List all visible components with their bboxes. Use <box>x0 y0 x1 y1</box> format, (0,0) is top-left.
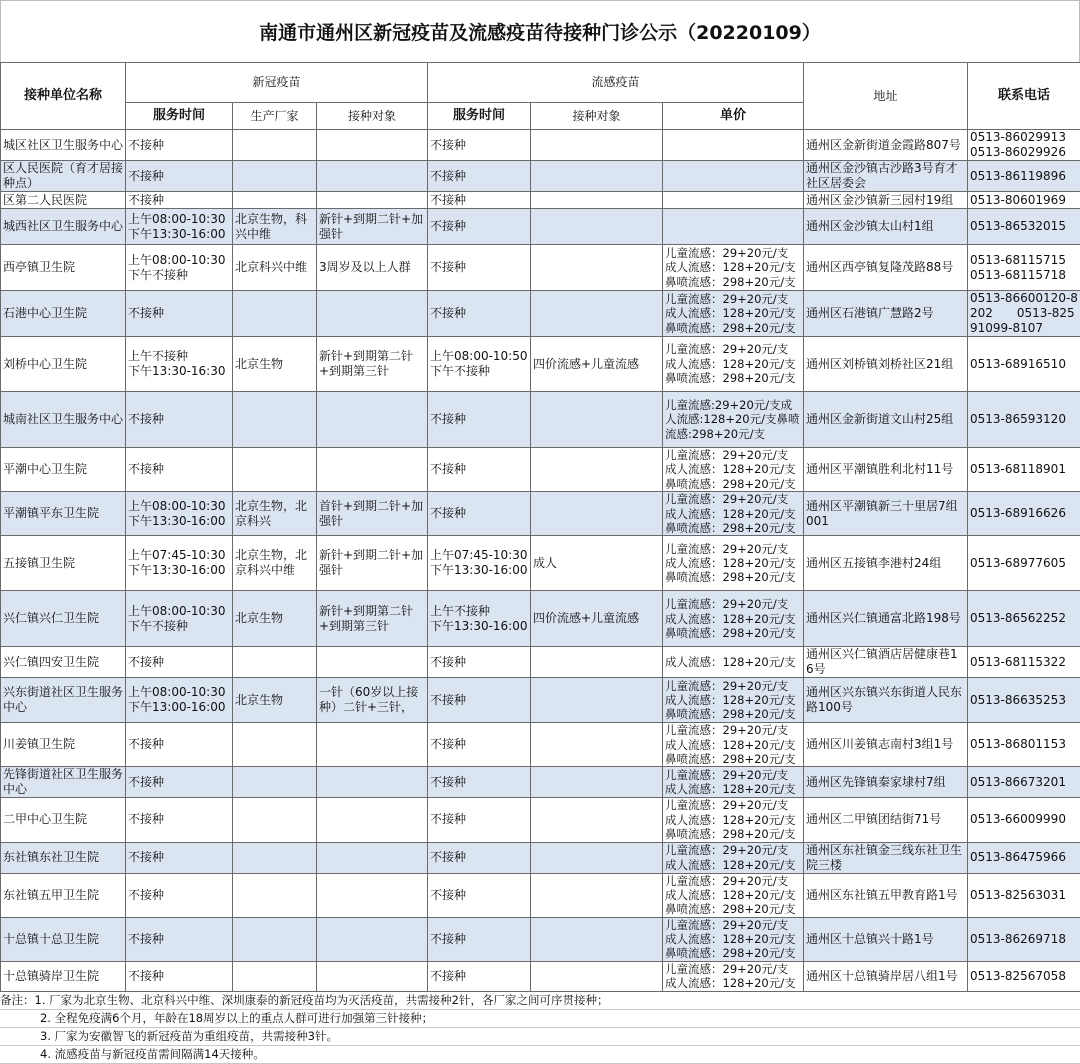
covid-service-time: 上午08:00-10:30 下午13:30-16:00 <box>126 209 233 245</box>
header-flu-time: 服务时间 <box>428 103 531 130</box>
flu-target <box>531 647 663 678</box>
covid-target <box>317 723 428 767</box>
table-row <box>1 873 1080 917</box>
unit-name: 兴东街道社区卫生服务中心 <box>1 678 126 723</box>
phone: 0513-68115322 <box>968 647 1080 678</box>
flu-target <box>531 723 663 767</box>
flu-service-time: 不接种 <box>428 842 531 873</box>
flu-price: 儿童流感：29+20元/支 成人流感：128+20元/支 <box>663 767 804 798</box>
covid-target: 新针+到期第二针+到期第三针 <box>317 591 428 647</box>
covid-service-time: 不接种 <box>126 161 233 192</box>
covid-target: 一针（60岁以上接种）二针+三针， <box>317 678 428 723</box>
flu-service-time: 不接种 <box>428 873 531 917</box>
address: 通州区东社镇五甲教育路1号 <box>804 873 968 917</box>
table-row <box>1 647 1080 678</box>
flu-target <box>531 917 663 961</box>
table-row <box>1 192 1080 209</box>
address: 通州区金沙镇太山村1组 <box>804 209 968 245</box>
covid-manufacturer: 北京生物 <box>233 591 317 647</box>
phone: 0513-68916510 <box>968 337 1080 392</box>
phone: 0513-86119896 <box>968 161 1080 192</box>
flu-service-time: 上午不接种 下午13:30-16:00 <box>428 591 531 647</box>
phone: 0513-86269718 <box>968 917 1080 961</box>
covid-service-time: 不接种 <box>126 291 233 337</box>
covid-target <box>317 798 428 842</box>
covid-target: 3周岁及以上人群 <box>317 245 428 291</box>
table-row <box>1 448 1080 492</box>
header-address: 地址 <box>804 63 968 130</box>
flu-target <box>531 492 663 536</box>
address: 通州区先锋镇秦家埭村7组 <box>804 767 968 798</box>
note-line: 3. 厂家为安徽智飞的新冠疫苗为重组疫苗，共需接种3针。 <box>0 1028 1080 1046</box>
covid-target <box>317 917 428 961</box>
flu-target <box>531 678 663 723</box>
unit-name: 区第二人民医院 <box>1 192 126 209</box>
covid-service-time: 不接种 <box>126 192 233 209</box>
covid-service-time: 上午不接种 下午13:30-16:30 <box>126 337 233 392</box>
flu-target: 四价流感+儿童流感 <box>531 337 663 392</box>
covid-manufacturer <box>233 961 317 991</box>
header-unit: 接种单位名称 <box>1 63 126 130</box>
flu-price: 儿童流感:29+20元/支成人流感:128+20元/支鼻喷流感:298+20元/支 <box>663 392 804 448</box>
unit-name: 平潮中心卫生院 <box>1 448 126 492</box>
covid-manufacturer: 北京生物，科兴中维 <box>233 209 317 245</box>
flu-price: 儿童流感：29+20元/支 成人流感：128+20元/支 鼻喷流感：298+20元/支 <box>663 492 804 536</box>
covid-manufacturer <box>233 842 317 873</box>
table-row <box>1 798 1080 842</box>
unit-name: 十总镇十总卫生院 <box>1 917 126 961</box>
covid-target <box>317 161 428 192</box>
address: 通州区平潮镇新三十里居7组001 <box>804 492 968 536</box>
covid-target: 首针+到期二针+加强针 <box>317 492 428 536</box>
table-row <box>1 536 1080 591</box>
table-row <box>1 337 1080 392</box>
note-line: 2. 全程免疫满6个月，年龄在18周岁以上的重点人群可进行加强第三针接种； <box>0 1010 1080 1028</box>
covid-manufacturer: 北京科兴中维 <box>233 245 317 291</box>
flu-service-time: 不接种 <box>428 961 531 991</box>
covid-manufacturer: 北京生物 <box>233 337 317 392</box>
phone: 0513-86562252 <box>968 591 1080 647</box>
flu-service-time: 不接种 <box>428 678 531 723</box>
flu-service-time: 上午07:45-10:30 下午13:30-16:00 <box>428 536 531 591</box>
covid-target: 新针+到期二针+加强针 <box>317 209 428 245</box>
phone: 0513-86673201 <box>968 767 1080 798</box>
flu-service-time: 不接种 <box>428 767 531 798</box>
address: 通州区金新街道文山村25组 <box>804 392 968 448</box>
address: 通州区东社镇金三线东社卫生院三楼 <box>804 842 968 873</box>
phone: 0513-68977605 <box>968 536 1080 591</box>
covid-service-time: 不接种 <box>126 917 233 961</box>
unit-name: 十总镇骑岸卫生院 <box>1 961 126 991</box>
table-row <box>1 392 1080 448</box>
flu-target: 四价流感+儿童流感 <box>531 591 663 647</box>
covid-service-time: 上午08:00-10:30 下午13:00-16:00 <box>126 678 233 723</box>
flu-service-time: 不接种 <box>428 798 531 842</box>
unit-name: 刘桥中心卫生院 <box>1 337 126 392</box>
flu-service-time: 不接种 <box>428 130 531 161</box>
address: 通州区兴仁镇酒店居健康巷16号 <box>804 647 968 678</box>
address: 通州区西亭镇复隆茂路88号 <box>804 245 968 291</box>
covid-manufacturer <box>233 767 317 798</box>
address: 通州区川姜镇志南村3组1号 <box>804 723 968 767</box>
flu-target <box>531 192 663 209</box>
header-flu-price: 单价 <box>663 103 804 130</box>
address: 通州区金沙镇新三园村19组 <box>804 192 968 209</box>
phone: 0513-86635253 <box>968 678 1080 723</box>
unit-name: 东社镇东社卫生院 <box>1 842 126 873</box>
covid-manufacturer <box>233 130 317 161</box>
header-flu-target: 接种对象 <box>531 103 663 130</box>
covid-service-time: 不接种 <box>126 723 233 767</box>
unit-name: 平潮镇平东卫生院 <box>1 492 126 536</box>
covid-manufacturer: 北京生物，北京科兴中维 <box>233 536 317 591</box>
flu-price <box>663 161 804 192</box>
flu-target <box>531 961 663 991</box>
phone: 0513-86532015 <box>968 209 1080 245</box>
address: 通州区刘桥镇刘桥社区21组 <box>804 337 968 392</box>
flu-price <box>663 209 804 245</box>
flu-price <box>663 130 804 161</box>
covid-service-time: 上午08:00-10:30 下午13:30-16:00 <box>126 492 233 536</box>
covid-manufacturer <box>233 723 317 767</box>
header-phone: 联系电话 <box>968 63 1080 130</box>
address: 通州区兴东镇兴东街道人民东路100号 <box>804 678 968 723</box>
table-row <box>1 492 1080 536</box>
phone: 0513-86029913 0513-86029926 <box>968 130 1080 161</box>
covid-service-time: 不接种 <box>126 130 233 161</box>
covid-manufacturer <box>233 291 317 337</box>
phone: 0513-86600120-8202 0513-82591099-8107 <box>968 291 1080 337</box>
unit-name: 城南社区卫生服务中心 <box>1 392 126 448</box>
covid-service-time: 上午08:00-10:30 下午不接种 <box>126 591 233 647</box>
flu-target <box>531 767 663 798</box>
note-line: 4. 流感疫苗与新冠疫苗需间隔满14天接种。 <box>0 1046 1080 1064</box>
flu-price: 儿童流感：29+20元/支 成人流感：128+20元/支 鼻喷流感：298+20元/支 <box>663 448 804 492</box>
phone: 0513-66009990 <box>968 798 1080 842</box>
covid-manufacturer <box>233 917 317 961</box>
header-covid-target: 接种对象 <box>317 103 428 130</box>
phone: 0513-86475966 <box>968 842 1080 873</box>
covid-target <box>317 130 428 161</box>
covid-target: 新针+到期第二针+到期第三针 <box>317 337 428 392</box>
address: 通州区兴仁镇通富北路198号 <box>804 591 968 647</box>
covid-target: 新针+到期二针+加强针 <box>317 536 428 591</box>
covid-target <box>317 392 428 448</box>
unit-name: 区人民医院（育才居接种点） <box>1 161 126 192</box>
phone: 0513-80601969 <box>968 192 1080 209</box>
flu-service-time: 上午08:00-10:50 下午不接种 <box>428 337 531 392</box>
flu-service-time: 不接种 <box>428 723 531 767</box>
covid-service-time: 上午08:00-10:30 下午不接种 <box>126 245 233 291</box>
table-row <box>1 961 1080 991</box>
flu-price: 儿童流感：29+20元/支 成人流感：128+20元/支 鼻喷流感：298+20元/支 <box>663 591 804 647</box>
flu-price: 儿童流感：29+20元/支 成人流感：128+20元/支 鼻喷流感：298+20元/支 <box>663 873 804 917</box>
covid-service-time: 不接种 <box>126 842 233 873</box>
flu-service-time: 不接种 <box>428 492 531 536</box>
flu-price: 儿童流感：29+20元/支 成人流感：128+20元/支 鼻喷流感：298+20元/支 <box>663 245 804 291</box>
covid-service-time: 不接种 <box>126 798 233 842</box>
covid-target <box>317 192 428 209</box>
clinic-table <box>0 62 1080 992</box>
phone: 0513-86801153 <box>968 723 1080 767</box>
header-covid-vaccine: 新冠疫苗 <box>126 63 428 103</box>
address: 通州区平潮镇胜利北村11号 <box>804 448 968 492</box>
flu-service-time: 不接种 <box>428 448 531 492</box>
table-row <box>1 245 1080 291</box>
flu-service-time: 不接种 <box>428 192 531 209</box>
covid-service-time: 不接种 <box>126 873 233 917</box>
phone: 0513-86593120 <box>968 392 1080 448</box>
unit-name: 二甲中心卫生院 <box>1 798 126 842</box>
address: 通州区十总镇兴十路1号 <box>804 917 968 961</box>
flu-price: 儿童流感：29+20元/支 成人流感：128+20元/支 <box>663 961 804 991</box>
table-row <box>1 842 1080 873</box>
covid-service-time: 不接种 <box>126 961 233 991</box>
covid-manufacturer <box>233 192 317 209</box>
flu-price: 儿童流感：29+20元/支 成人流感：128+20元/支 鼻喷流感：298+20元/支 <box>663 917 804 961</box>
address: 通州区十总镇骑岸居八组1号 <box>804 961 968 991</box>
phone: 0513-68916626 <box>968 492 1080 536</box>
header-flu-vaccine: 流感疫苗 <box>428 63 804 103</box>
covid-service-time: 不接种 <box>126 767 233 798</box>
unit-name: 五接镇卫生院 <box>1 536 126 591</box>
note-line: 备注：1. 厂家为北京生物、北京科兴中维、深圳康泰的新冠疫苗均为灭活疫苗，共需接种2针，各厂家之间可序贯接种； <box>0 992 1080 1010</box>
flu-service-time: 不接种 <box>428 209 531 245</box>
address: 通州区石港镇广慧路2号 <box>804 291 968 337</box>
phone: 0513-68115715 0513-68115718 <box>968 245 1080 291</box>
table-row <box>1 130 1080 161</box>
covid-manufacturer: 北京生物 <box>233 678 317 723</box>
flu-price: 儿童流感：29+20元/支 成人流感：128+20元/支 鼻喷流感：298+20元/支 <box>663 536 804 591</box>
covid-target <box>317 842 428 873</box>
flu-target <box>531 245 663 291</box>
unit-name: 川姜镇卫生院 <box>1 723 126 767</box>
unit-name: 先锋街道社区卫生服务中心 <box>1 767 126 798</box>
covid-manufacturer <box>233 873 317 917</box>
covid-manufacturer <box>233 392 317 448</box>
covid-manufacturer: 北京生物，北京科兴 <box>233 492 317 536</box>
address: 通州区二甲镇团结街71号 <box>804 798 968 842</box>
covid-service-time: 不接种 <box>126 392 233 448</box>
header-covid-maker: 生产厂家 <box>233 103 317 130</box>
flu-price: 儿童流感：29+20元/支 成人流感：128+20元/支 鼻喷流感：298+20元/支 <box>663 723 804 767</box>
flu-service-time: 不接种 <box>428 161 531 192</box>
covid-manufacturer <box>233 798 317 842</box>
flu-service-time: 不接种 <box>428 291 531 337</box>
table-row <box>1 209 1080 245</box>
header-covid-time: 服务时间 <box>126 103 233 130</box>
table-row <box>1 767 1080 798</box>
table-row <box>1 591 1080 647</box>
unit-name: 东社镇五甲卫生院 <box>1 873 126 917</box>
flu-service-time: 不接种 <box>428 917 531 961</box>
flu-target: 成人 <box>531 536 663 591</box>
covid-target <box>317 291 428 337</box>
flu-price: 儿童流感：29+20元/支 成人流感：128+20元/支 鼻喷流感：298+20元/支 <box>663 291 804 337</box>
flu-service-time: 不接种 <box>428 245 531 291</box>
covid-target <box>317 873 428 917</box>
flu-price: 儿童流感：29+20元/支 成人流感：128+20元/支 鼻喷流感：298+20元/支 <box>663 337 804 392</box>
covid-manufacturer <box>233 647 317 678</box>
table-row <box>1 917 1080 961</box>
address: 通州区金新街道金霞路807号 <box>804 130 968 161</box>
covid-target <box>317 647 428 678</box>
phone: 0513-82563031 <box>968 873 1080 917</box>
flu-service-time: 不接种 <box>428 647 531 678</box>
unit-name: 兴仁镇兴仁卫生院 <box>1 591 126 647</box>
table-row <box>1 291 1080 337</box>
flu-target <box>531 842 663 873</box>
phone: 0513-68118901 <box>968 448 1080 492</box>
flu-target <box>531 798 663 842</box>
flu-target <box>531 873 663 917</box>
unit-name: 石港中心卫生院 <box>1 291 126 337</box>
unit-name: 城区社区卫生服务中心 <box>1 130 126 161</box>
covid-service-time: 不接种 <box>126 448 233 492</box>
table-row <box>1 723 1080 767</box>
flu-target <box>531 392 663 448</box>
covid-target <box>317 448 428 492</box>
covid-manufacturer <box>233 448 317 492</box>
flu-price: 儿童流感：29+20元/支 成人流感：128+20元/支 鼻喷流感：298+20元/支 <box>663 678 804 723</box>
covid-manufacturer <box>233 161 317 192</box>
flu-price: 儿童流感：29+20元/支 成人流感：128+20元/支 <box>663 842 804 873</box>
flu-service-time: 不接种 <box>428 392 531 448</box>
flu-target <box>531 161 663 192</box>
covid-target <box>317 961 428 991</box>
flu-price: 成人流感：128+20元/支 <box>663 647 804 678</box>
notes <box>0 992 1080 1064</box>
unit-name: 城西社区卫生服务中心 <box>1 209 126 245</box>
phone: 0513-82567058 <box>968 961 1080 991</box>
table-row <box>1 678 1080 723</box>
address: 通州区五接镇李港村24组 <box>804 536 968 591</box>
covid-service-time: 不接种 <box>126 647 233 678</box>
flu-target <box>531 291 663 337</box>
flu-target <box>531 130 663 161</box>
unit-name: 兴仁镇四安卫生院 <box>1 647 126 678</box>
covid-service-time: 上午07:45-10:30 下午13:30-16:00 <box>126 536 233 591</box>
flu-price: 儿童流感：29+20元/支 成人流感：128+20元/支 鼻喷流感：298+20元/支 <box>663 798 804 842</box>
page-title: 南通市通州区新冠疫苗及流感疫苗待接种门诊公示（20220109） <box>0 0 1080 62</box>
flu-target <box>531 448 663 492</box>
table-row <box>1 161 1080 192</box>
covid-target <box>317 767 428 798</box>
flu-price <box>663 192 804 209</box>
address: 通州区金沙镇古沙路3号育才社区居委会 <box>804 161 968 192</box>
unit-name: 西亭镇卫生院 <box>1 245 126 291</box>
flu-target <box>531 209 663 245</box>
